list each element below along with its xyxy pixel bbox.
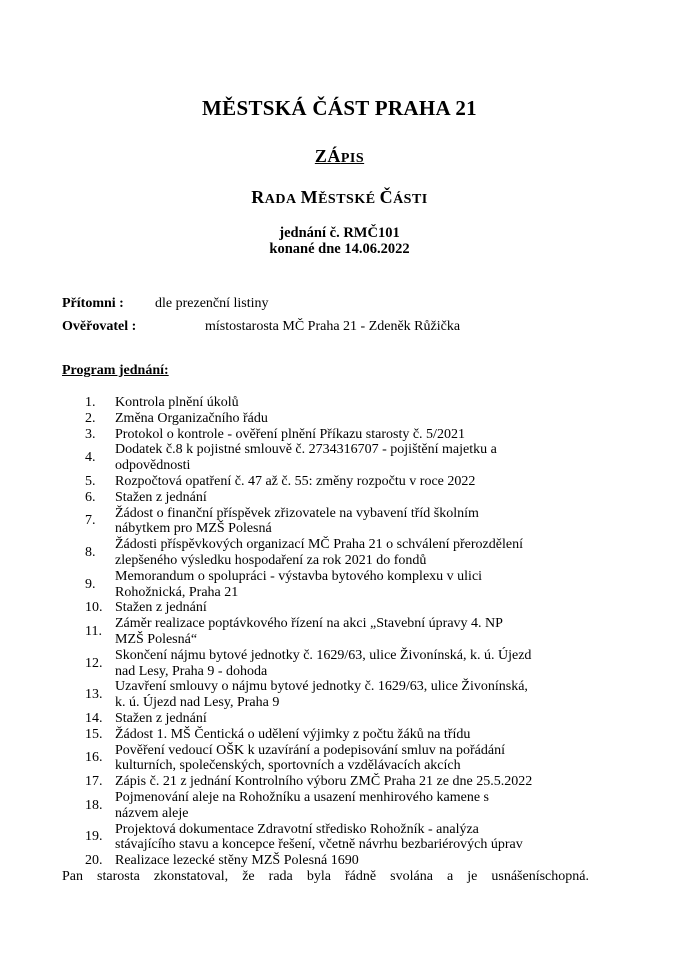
agenda-item-text <box>115 648 531 680</box>
agenda-item-text <box>115 790 489 822</box>
agenda-item-number: 6. <box>85 489 96 505</box>
doc-type-heading <box>62 146 617 169</box>
agenda-item-line: Záměr realizace poptávkového řízení na akci „Stavební úpravy 4. NP <box>115 616 503 632</box>
agenda-item-line: Pověření vedoucí OŠK k uzavírání a podepisování smluv na pořádání <box>115 742 505 758</box>
meeting-date: konané dne 14.06.2022 <box>269 241 410 257</box>
agenda-item-text <box>115 569 482 601</box>
agenda-item-line: Realizace lezecké stěny MZŠ Polesná 1690 <box>115 853 359 869</box>
verifier-label: Ověřovatel : <box>62 319 137 334</box>
agenda-item-text <box>115 774 532 790</box>
agenda-item-text <box>115 442 497 474</box>
agenda-item-line: Skončení nájmu bytové jednotky č. 1629/63, ulice Živonínská, k. ú. Újezd <box>115 647 532 663</box>
agenda-item-text <box>115 727 470 743</box>
council-heading <box>62 187 617 210</box>
agenda-item-line: Stažen z jednání <box>115 710 207 726</box>
agenda-item-number: 9. <box>85 576 96 592</box>
agenda-item <box>85 395 617 411</box>
agenda-item <box>85 790 617 822</box>
agenda-item-number: 4. <box>85 450 96 466</box>
agenda-item-number: 18. <box>85 797 103 813</box>
attendance-row <box>62 296 617 311</box>
agenda-item-line: Rohožnická, Praha 21 <box>115 584 239 600</box>
agenda-item-line: Uzavření smlouvy o nájmu bytové jednotky č. 1629/63, ulice Živonínská, <box>115 679 528 695</box>
agenda-item-line: Stažen z jednání <box>115 489 207 505</box>
agenda-item <box>85 853 617 869</box>
agenda-item <box>85 490 617 506</box>
agenda-item <box>85 616 617 648</box>
agenda-item-text <box>115 474 475 490</box>
document-header <box>62 96 617 257</box>
agenda-item-line: Dodatek č.8 k pojistné smlouvě č. 2734316707 - pojištění majetku a <box>115 442 497 458</box>
agenda-item-line: k. ú. Újezd nad Lesy, Praha 9 <box>115 695 280 711</box>
attendance-label: Přítomni : <box>62 296 124 311</box>
agenda-item-text <box>115 743 505 775</box>
agenda-item-number: 19. <box>85 829 103 845</box>
agenda-item-line: Projektová dokumentace Zdravotní středisko Rohožník - analýza <box>115 821 479 837</box>
page-title: MĚSTSKÁ ČÁST PRAHA 21 <box>202 96 477 120</box>
agenda-item-line: Protokol o kontrole - ověření plnění Příkazu starosty č. 5/2021 <box>115 426 465 442</box>
agenda-item-line: Žádosti příspěvkových organizací MČ Praha 21 o schválení přerozdělení <box>115 537 523 553</box>
agenda-item-line: Žádost o finanční příspěvek zřizovatele na vybavení tříd školním <box>115 505 479 521</box>
agenda-item-text <box>115 427 465 443</box>
verifier-value: místostarosta MČ Praha 21 - Zdeněk Růžička <box>205 319 461 334</box>
agenda-item-line: Pojmenování aleje na Rohožníku a usazení menhirového kamene s <box>115 789 490 805</box>
council-word-3: ČÁSTI <box>379 187 428 207</box>
agenda-item-number: 1. <box>85 395 96 410</box>
attendance-row <box>62 319 617 334</box>
agenda-item-text <box>115 616 503 648</box>
agenda-item <box>85 679 617 711</box>
agenda-item-line: stávajícího stavu a koncepce řešení, včetně návrhu bezbariérových úprav <box>115 837 523 853</box>
agenda-item-number: 3. <box>85 426 96 442</box>
attendance-value: dle prezenční listiny <box>155 296 269 311</box>
agenda-item-number: 16. <box>85 750 103 766</box>
agenda-item <box>85 442 617 474</box>
agenda-item-line: Žádost 1. MŠ Čentická o udělení výjimky z počtu žáků na třídu <box>115 726 471 742</box>
agenda-item-text <box>115 411 268 427</box>
agenda-item-line: nábytkem pro MZŠ Polesná <box>115 521 272 537</box>
agenda-item-text <box>115 600 207 616</box>
agenda-item <box>85 774 617 790</box>
agenda-item-line: Memorandum o spolupráci - výstavba bytového komplexu v ulici <box>115 568 483 584</box>
agenda-item <box>85 506 617 538</box>
agenda-item-line: Rozpočtová opatření č. 47 až č. 55: změny rozpočtu v roce 2022 <box>115 473 476 489</box>
agenda-item-number: 5. <box>85 473 96 489</box>
agenda-item-number: 7. <box>85 513 96 529</box>
council-word-1: RADA <box>251 187 297 207</box>
agenda-item <box>85 743 617 775</box>
agenda-item-number: 13. <box>85 687 103 703</box>
agenda-item-line: nad Lesy, Praha 9 - dohoda <box>115 663 268 679</box>
attendance-section <box>62 296 617 334</box>
agenda-item-text <box>115 822 523 854</box>
agenda-item-number: 20. <box>85 853 103 869</box>
agenda-item-number: 12. <box>85 655 103 671</box>
agenda-item <box>85 822 617 854</box>
agenda-item-number: 17. <box>85 774 103 790</box>
agenda-item <box>85 474 617 490</box>
agenda-item-number: 15. <box>85 726 103 742</box>
agenda-list <box>85 395 617 869</box>
agenda-item-line: zlepšeného výsledku hospodaření za rok 2021 do fondů <box>115 552 427 568</box>
agenda-item-line: Zápis č. 21 z jednání Kontrolního výboru ZMČ Praha 21 ze dne 25.5.2022 <box>115 774 533 790</box>
agenda-item-line: Stažen z jednání <box>115 600 207 616</box>
agenda-item-text <box>115 679 528 711</box>
agenda-item-number: 2. <box>85 410 96 426</box>
agenda-item <box>85 537 617 569</box>
agenda-item <box>85 727 617 743</box>
agenda-item-text <box>115 853 359 869</box>
doc-type-underlined-text: ZÁPIS <box>314 146 365 166</box>
agenda-item <box>85 411 617 427</box>
agenda-item-line: Změna Organizačního řádu <box>115 410 268 426</box>
agenda-item-text <box>115 506 479 538</box>
meeting-number: jednání č. RMČ101 <box>279 225 400 241</box>
agenda-item-number: 8. <box>85 545 96 561</box>
agenda-item-line: Kontrola plnění úkolů <box>115 395 239 410</box>
agenda-item-text <box>115 395 239 411</box>
agenda-item-line: odpovědnosti <box>115 458 191 474</box>
agenda-item-number: 11. <box>85 624 102 640</box>
agenda-heading: Program jednání: <box>62 363 169 378</box>
agenda-item-line: názvem aleje <box>115 805 189 821</box>
agenda-item <box>85 711 617 727</box>
closing-statement: Pan starosta zkonstatoval, že rada byla řádně svolána a je usnášeníschopná. <box>62 868 589 884</box>
agenda-item <box>85 600 617 616</box>
agenda-item-line: kulturních, společenských, sportovních a vzdělávacích akcích <box>115 758 461 774</box>
agenda-item-text <box>115 490 207 506</box>
agenda-item <box>85 569 617 601</box>
agenda-item-number: 14. <box>85 710 103 726</box>
agenda-item <box>85 648 617 680</box>
council-word-2: MĚSTSKÉ <box>300 187 376 207</box>
agenda-item-text <box>115 537 523 569</box>
agenda-item-text <box>115 711 207 727</box>
agenda-item <box>85 427 617 443</box>
meeting-info <box>62 225 617 257</box>
agenda-item-number: 10. <box>85 600 103 616</box>
agenda-item-line: MZŠ Polesná“ <box>115 631 198 647</box>
